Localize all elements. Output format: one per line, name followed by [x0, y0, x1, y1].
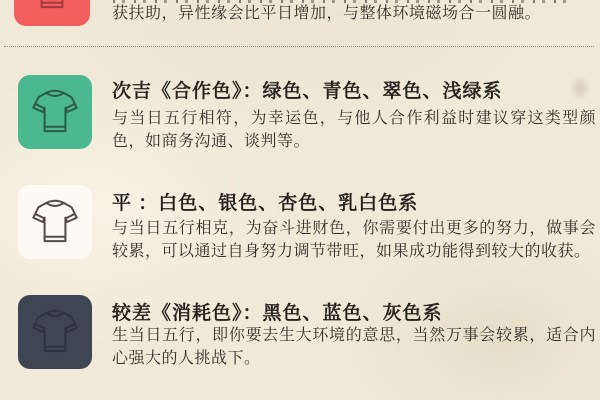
section-body: 与当日五行相符，为幸运色，与他人合作利益时建议穿这类型颜色，如商务沟通、谈判等。 — [112, 110, 596, 150]
section-title: 平 ：白色、银色、杏色、乳白色系 — [112, 193, 419, 214]
section-body: 获扶助，异性缘会比平日增加，与整体环境磁场合一圆融。 — [112, 5, 542, 22]
section-body: 与当日五行相克，为奋斗进财色，你需要付出更多的努力，做事会较累，可以通过自身努力调节带旺，如果成功能得到较大的收获。 — [112, 220, 596, 260]
section-divider — [4, 46, 594, 47]
section-title: 较差《消耗色》：黑色、蓝色、灰色系 — [112, 303, 443, 324]
section-title: 次吉《合作色》：绿色、青色、翠色、浅绿系 — [112, 81, 503, 102]
tshirt-icon — [14, 0, 90, 26]
tshirt-icon — [18, 295, 92, 369]
tshirt-icon — [18, 75, 92, 149]
section-body: 生当日五行，即你要去生大环境的意思，当然万事会较累，适合内心强大的人挑战下。 — [112, 327, 596, 367]
tshirt-icon — [18, 185, 92, 259]
